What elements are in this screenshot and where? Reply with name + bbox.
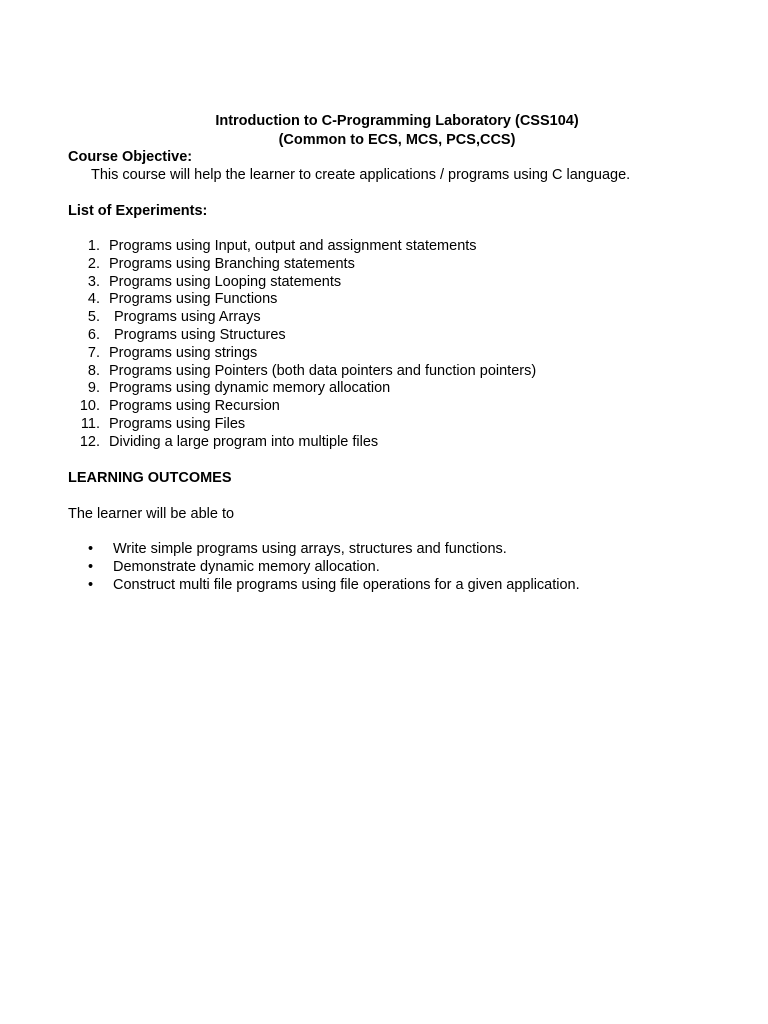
experiment-number: 4. bbox=[87, 291, 100, 308]
experiment-text: Programs using Input, output and assignment statements bbox=[109, 238, 477, 254]
experiment-number: 1. bbox=[87, 238, 100, 254]
experiment-text: Programs using strings bbox=[109, 344, 258, 361]
course-objective-heading: Course Objective: bbox=[68, 149, 193, 165]
experiment-text: Programs using Functions bbox=[109, 291, 278, 308]
experiment-number: 2. bbox=[87, 255, 100, 272]
outcome-text: Write simple programs using arrays, structures and functions. bbox=[113, 541, 507, 557]
outcome-text: Demonstrate dynamic memory allocation. bbox=[113, 559, 380, 575]
experiment-number: 12. bbox=[79, 433, 100, 450]
experiment-number: 6. bbox=[87, 326, 100, 343]
bullet-icon: • bbox=[88, 559, 94, 575]
bullet-icon: • bbox=[88, 577, 94, 593]
experiment-text: Programs using Pointers (both data pointers and function pointers) bbox=[109, 362, 537, 379]
experiment-text: Programs using Files bbox=[109, 415, 246, 432]
experiment-text: Programs using dynamic memory allocation bbox=[109, 380, 391, 397]
learning-outcomes-heading: LEARNING OUTCOMES bbox=[68, 470, 232, 486]
experiment-number: 7. bbox=[87, 344, 100, 361]
experiment-text: Programs using Branching statements bbox=[109, 255, 355, 272]
experiment-text: Dividing a large program into multiple files bbox=[109, 433, 379, 450]
experiment-number: 9. bbox=[87, 380, 100, 397]
experiment-text: Programs using Recursion bbox=[109, 398, 280, 415]
experiment-text: Programs using Arrays bbox=[114, 309, 261, 326]
experiment-number: 11. bbox=[80, 415, 100, 432]
document-subtitle: (Common to ECS, MCS, PCS,CCS) bbox=[278, 132, 516, 148]
experiments-heading: List of Experiments: bbox=[68, 203, 208, 219]
experiment-text: Programs using Structures bbox=[114, 326, 286, 343]
experiment-number: 5. bbox=[87, 309, 100, 326]
experiment-number: 3. bbox=[87, 273, 100, 290]
experiment-number: 10. bbox=[79, 398, 100, 415]
experiment-text: Programs using Looping statements bbox=[109, 273, 342, 290]
document-title: Introduction to C-Programming Laboratory (CSS104) bbox=[215, 113, 579, 129]
outcome-text: Construct multi file programs using file operations for a given application. bbox=[113, 577, 580, 593]
bullet-icon: • bbox=[88, 541, 94, 557]
experiment-number: 8. bbox=[87, 362, 100, 379]
course-objective-text: This course will help the learner to create applications / programs using C language. bbox=[91, 167, 631, 183]
learning-outcomes-lead: The learner will be able to bbox=[68, 506, 235, 522]
